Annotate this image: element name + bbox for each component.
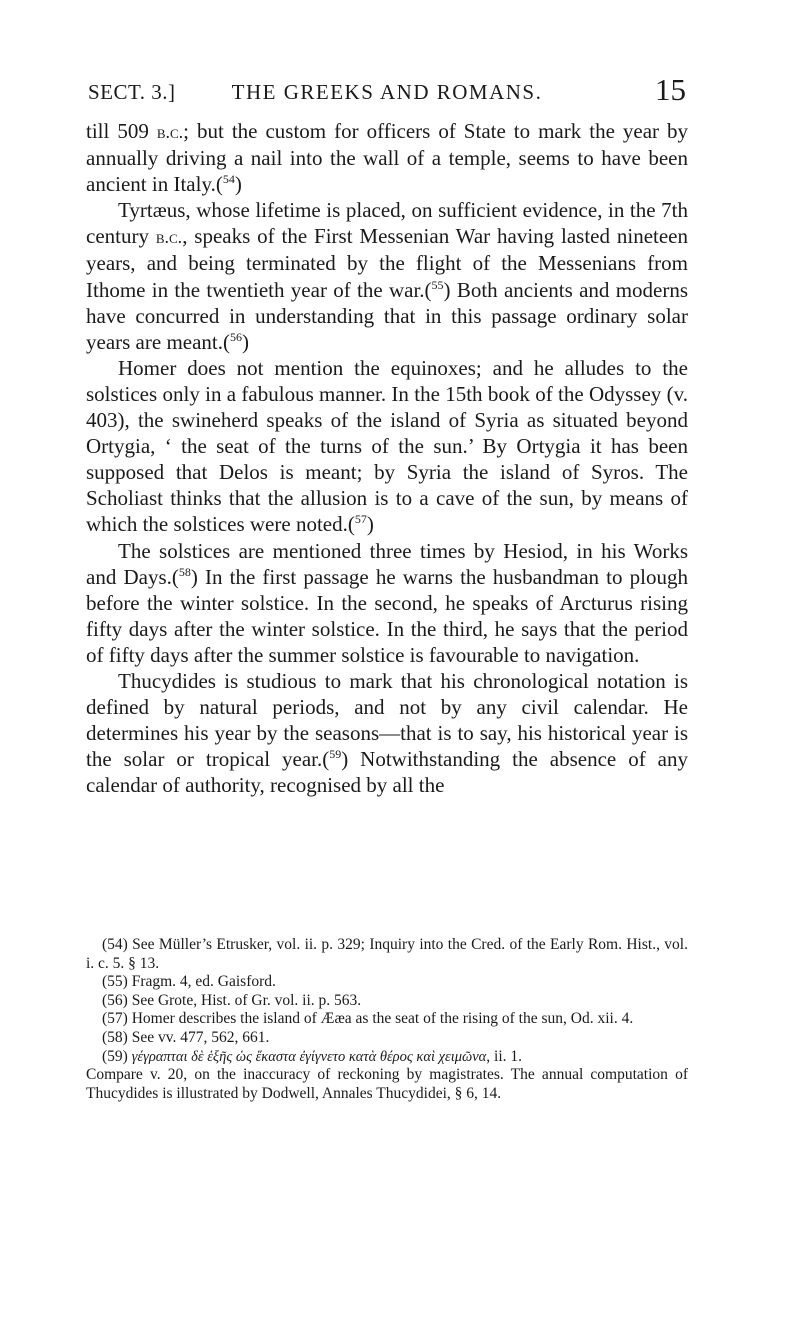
running-title: THE GREEKS AND ROMANS. (231, 80, 543, 104)
paragraph-3: Homer does not mention the equinoxes; and he alludes to the solstices only in a fabulous manner. In the 15th book of the Odyssey (v. 403), the swineherd speaks of the island of Syria as situated beyond Ortygia, ‘ the seat of the turns of the sun.’ By Ortygia it has been supposed that Delos is meant; by Syria the island of Syros. The Scholiast thinks that the allusion is to a cave of the sun, by means of which the solstices were noted.($^{57}$) (86, 355, 688, 537)
section-label: SECT. 3.] (88, 80, 176, 104)
footnote-58: (58) See vv. 477, 562, 661. (102, 1028, 270, 1046)
era-abbrev: b.c. (155, 227, 183, 248)
footnote-56: (56) See Grote, Hist. of Gr. vol. ii. p. 563. (102, 991, 362, 1009)
running-header (88, 72, 686, 110)
footnote-59: (59) γέγραπται δὲ ἑξῆς ὡς ἕκαστα ἐγίγνετο κατὰ θέρος καὶ χειμῶνα, ii. 1. (102, 1047, 523, 1065)
footnotes (86, 936, 688, 1103)
paragraph-4: The solstices are mentioned three times by Hesiod, in his Works and Days.($^{58}$) In the first passage he warns the husbandman to plough before the winter solstice. In the second, he speaks of Arcturus rising fifty days after the winter solstice. In the third, he says that the period of fifty days after the summer solstice is favourable to navigation. (86, 538, 688, 667)
era-abbrev: b.c. (156, 122, 184, 142)
greek-quotation: γέγραπται δὲ ἑξῆς ὡς ἕκαστα ἐγίγνετο κατὰ θέρος καὶ χειμῶνα (131, 1048, 487, 1065)
footnote-55: (55) Fragm. 4, ed. Gaisford. (102, 973, 276, 991)
paragraph-5: Thucydides is studious to mark that his chronological notation is defined by natural periods, and not by any civil calendar. He determines his year by the seasons—that is to say, his historical year is the solar or tropical year.($^{59}$) Notwithstanding the absence of any calendar of authority, recognised by all the (86, 668, 688, 798)
page-number: 15 (655, 72, 686, 107)
paragraph-1: till 509 b.c.; but the custom for officers of State to mark the year by annually driving a nail into the wall of a temple, seems to have been ancient in Italy.($^{54}$) (86, 119, 689, 197)
footnote-57: (57) Homer describes the island of Ææa as the seat of the rising of the sun, Od. xii. 4. (102, 1010, 634, 1028)
footnote-ref: 54 (222, 172, 235, 187)
footnote-ref: 59 (329, 747, 342, 762)
footnote-ref: 56 (230, 329, 242, 344)
paragraph-2: Tyrtæus, whose lifetime is placed, on sufficient evidence, in the 7th century b.c., speaks of the First Messenian War having lasted nineteen years, and being terminated by the flight of the Messenians from Ithome in the twentieth year of the war.($^{55}$) Both ancients and moderns have concurred in understanding that in this passage ordinary solar years are meant.($^{56}$) (86, 198, 689, 354)
footnote-ref: 55 (431, 277, 444, 292)
footnote-ref: 58 (178, 564, 191, 579)
body-text (86, 118, 688, 798)
footnote-59-continued: Compare v. 20, on the inaccuracy of reckoning by magistrates. The annual computation of Thucydides is illustrated by Dodwell, Annales Thucydidei, § 6, 14. (86, 1066, 688, 1102)
footnote-54: (54) See Müller’s Etrusker, vol. ii. p. 329; Inquiry into the Cred. of the Early Rom. Hist., vol. i. c. 5. § 13. (86, 936, 688, 972)
footnote-ref: 57 (354, 512, 367, 527)
